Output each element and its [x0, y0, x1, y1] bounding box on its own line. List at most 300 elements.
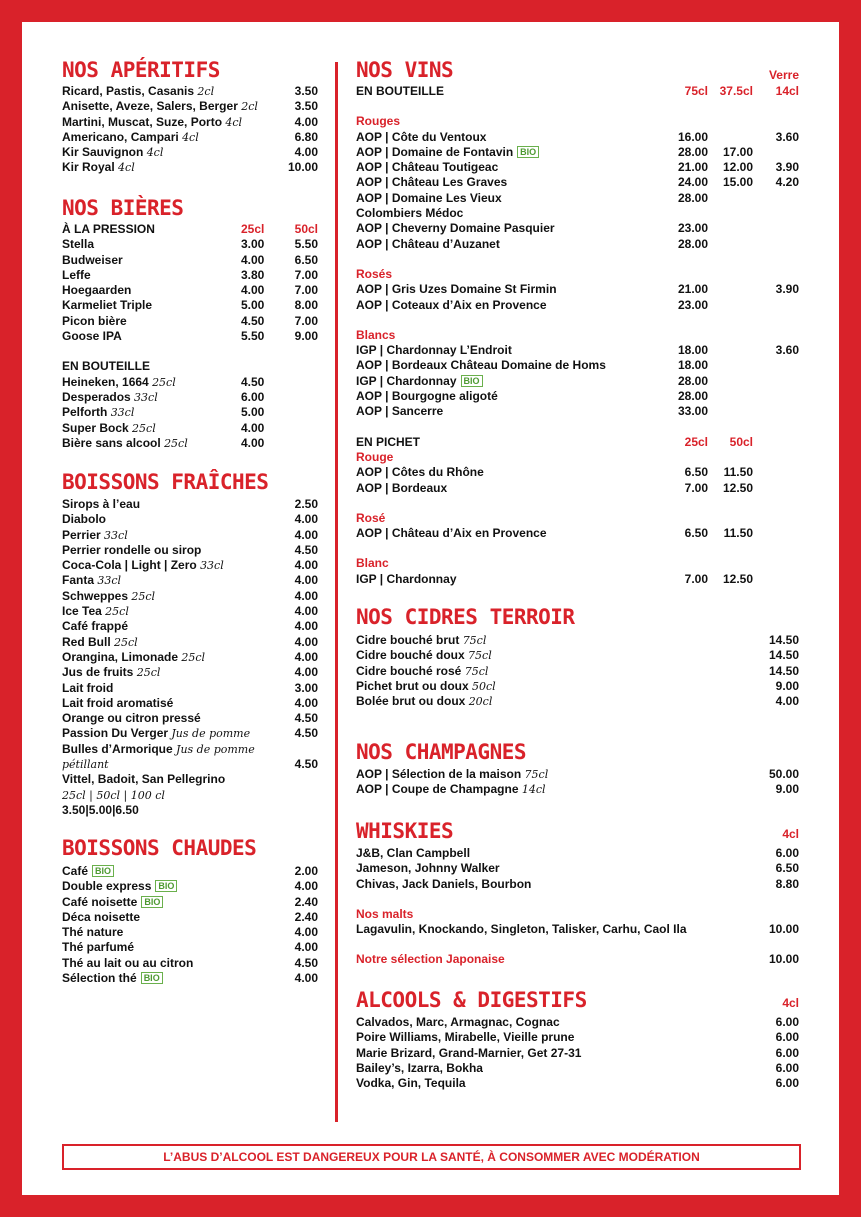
item-volume: 4cl	[118, 161, 135, 175]
item-volume: 75cl	[524, 768, 549, 781]
wine-item	[356, 221, 799, 236]
item-name: AOP | Domaine de Fontavin	[356, 144, 514, 159]
item-name: Budweiser	[62, 252, 123, 267]
item-price: 4.00	[294, 649, 318, 664]
menu-item	[62, 375, 318, 390]
item-volume: 25cl | 50cl | 100 cl	[62, 788, 165, 802]
wine-item	[356, 404, 799, 419]
bouteille-header	[356, 84, 799, 99]
item-name: Anisette, Aveze, Salers, Berger	[62, 99, 238, 114]
col-37cl: 37.5cl	[719, 84, 753, 98]
item-price: 5.00	[241, 405, 265, 420]
price-25cl: 7.00	[684, 480, 708, 495]
item-price: 6.00	[775, 1060, 799, 1075]
col-25cl: 25cl	[241, 222, 265, 236]
price-75cl: 21.00	[677, 160, 708, 175]
section-title: NOS CIDRES TERROIR	[356, 605, 575, 629]
pichet-header	[356, 435, 799, 450]
item-price: 6.00	[775, 1030, 799, 1045]
item-volume: 75cl	[464, 664, 489, 678]
item-price: 2.40	[294, 894, 318, 909]
bouteille-header	[62, 359, 318, 374]
item-name: Bulles d’Armorique	[62, 741, 173, 756]
item-volume: 4cl	[182, 130, 199, 144]
menu-item	[356, 922, 799, 937]
item-name: Cidre bouché brut	[356, 633, 460, 647]
menu-item	[62, 253, 318, 268]
health-warning: L’ABUS D’ALCOOL EST DANGEREUX POUR LA SANTÉ, À CONSOMMER AVEC MODÉRATION	[62, 1144, 801, 1170]
item-price: 14.50	[768, 648, 799, 663]
menu-item	[62, 512, 318, 527]
item-name: Déca noisette	[62, 909, 141, 924]
wine-item	[356, 298, 799, 313]
col-4cl: 4cl	[782, 996, 799, 1010]
wine-item	[356, 282, 799, 297]
menu-item	[62, 726, 318, 741]
chaudes-section	[62, 836, 318, 986]
wine-item	[356, 389, 799, 404]
wine-item	[356, 358, 799, 373]
item-price: 4.00	[294, 512, 318, 527]
price-50cl: 5.50	[294, 237, 318, 252]
price-14cl: 3.60	[775, 343, 799, 358]
item-price: 4.50	[294, 726, 318, 741]
item-price: 6.50	[775, 861, 799, 876]
menu-item	[356, 648, 799, 663]
menu-item	[62, 788, 318, 803]
item-name: Coca-Cola | Light | Zero	[62, 558, 197, 573]
item-volume: 4cl	[146, 146, 164, 160]
price-75cl: 24.00	[677, 175, 708, 190]
menu-item	[62, 589, 318, 604]
item-name: Kir Sauvignon	[62, 145, 144, 160]
pichet-rouge-label: Rouge	[356, 449, 394, 464]
item-name: Thé parfumé	[62, 940, 135, 955]
bio-badge: BIO	[155, 880, 177, 892]
item-name: Sélection thé	[62, 971, 137, 986]
bio-badge: BIO	[141, 896, 163, 908]
item-volume: 25cl	[181, 650, 206, 664]
menu-item	[62, 650, 318, 665]
item-volume: 75cl	[468, 649, 492, 663]
menu-item	[62, 421, 318, 436]
item-name: Bolée brut ou doux	[356, 694, 466, 709]
price-75cl: 28.00	[677, 190, 708, 205]
aperitifs-section	[62, 58, 318, 176]
column-divider	[335, 62, 338, 1122]
menu-item	[62, 405, 318, 420]
col-50cl: 50cl	[294, 222, 318, 236]
item-price: 4.50	[294, 711, 318, 726]
price-50cl: 8.00	[294, 298, 318, 313]
price-14cl: 3.90	[775, 160, 799, 175]
menu-item	[356, 633, 799, 648]
menu-item	[62, 130, 318, 145]
item-price: 4.00	[294, 573, 318, 588]
col-14cl: 14cl	[775, 84, 799, 98]
pression-label: À LA PRESSION	[62, 222, 155, 236]
price-75cl: 16.00	[677, 129, 708, 144]
price-50cl: 6.50	[294, 252, 318, 267]
item-volume: 25cl	[131, 589, 156, 603]
price-75cl: 23.00	[677, 297, 708, 312]
pichet-item	[356, 572, 799, 587]
item-price: 3.50	[294, 84, 318, 98]
blancs-label: Blancs	[356, 327, 396, 342]
menu-item	[62, 283, 318, 298]
item-name: Café	[62, 864, 89, 878]
item-name: Fanta	[62, 573, 95, 588]
menu-item	[356, 664, 799, 679]
menu-item	[62, 971, 318, 986]
item-volume: 25cl	[132, 421, 156, 435]
price-14cl: 4.20	[775, 175, 799, 190]
price-75cl: 28.00	[677, 236, 708, 251]
fraiches-section	[62, 470, 318, 818]
item-name: Orangina, Limonade	[62, 649, 179, 664]
price-25cl: 6.50	[684, 526, 708, 541]
wine-item	[356, 130, 799, 145]
bieres-section	[62, 196, 318, 451]
section-title: NOS BIÈRES	[62, 196, 184, 220]
item-name: Lagavulin, Knockando, Singleton, Talisker, Carhu, Caol Ila	[356, 922, 687, 937]
cidres-section	[356, 605, 799, 709]
item-price: 4.00	[775, 694, 799, 709]
japon-row	[356, 952, 799, 967]
item-price: 4.00	[294, 558, 318, 573]
menu-item	[62, 895, 318, 910]
menu-item	[356, 861, 799, 876]
item-name: Ricard, Pastis, Casanis	[62, 84, 195, 98]
item-name: AOP | Sancerre	[356, 404, 444, 419]
item-name: AOP | Château Toutigeac	[356, 160, 499, 175]
price-25cl: 4.00	[241, 283, 265, 298]
bouteille-label: EN BOUTEILLE	[356, 84, 445, 98]
price-50cl: 9.00	[294, 329, 318, 344]
menu-page	[22, 22, 839, 1195]
item-name: Cidre bouché doux	[356, 648, 465, 663]
item-name: Thé nature	[62, 925, 124, 940]
item-name: IGP | Chardonnay	[356, 373, 457, 388]
item-price: 6.00	[775, 1015, 799, 1029]
pression-header	[62, 222, 318, 237]
item-name: AOP | Coupe de Champagne	[356, 782, 519, 797]
item-name: Orange ou citron pressé	[62, 711, 201, 726]
col-25cl: 25cl	[684, 434, 708, 449]
item-price: 4.00	[294, 665, 318, 680]
item-name: AOP | Bordeaux Château Domaine de Homs	[356, 358, 606, 373]
pichet-blanc-label: Blanc	[356, 556, 389, 571]
alcools-section	[356, 988, 799, 1091]
item-price: 6.00	[775, 1076, 799, 1091]
item-name: Diabolo	[62, 512, 106, 527]
item-volume: 50cl	[472, 679, 496, 693]
item-price: 4.00	[294, 145, 318, 160]
price-75cl: 23.00	[677, 221, 708, 236]
verre-label: Verre	[768, 68, 799, 82]
item-name: AOP | Côtes du Rhône	[356, 465, 484, 480]
item-price: 4.00	[241, 435, 265, 450]
item-name: Karmeliet Triple	[62, 298, 153, 313]
item-price: 2.00	[294, 864, 318, 878]
item-name: AOP | Domaine Les Vieux	[356, 190, 502, 205]
item-note: Jus de pomme	[176, 742, 255, 756]
menu-item	[62, 742, 318, 757]
item-name: AOP | Château d’Aix en Provence	[356, 526, 547, 541]
item-note: pétillant	[62, 758, 109, 772]
item-name: Kir Royal	[62, 160, 115, 175]
price-37cl: 12.00	[722, 160, 753, 175]
menu-item	[62, 665, 318, 680]
item-price: 4.00	[294, 925, 318, 940]
item-name: Vodka, Gin, Tequila	[356, 1076, 466, 1091]
section-title: BOISSONS CHAUDES	[62, 836, 257, 860]
item-name: J&B, Clan Campbell	[356, 846, 471, 860]
menu-item	[62, 757, 318, 772]
menu-item	[62, 390, 318, 405]
wine-item	[356, 175, 799, 190]
wine-item	[356, 160, 799, 175]
bio-badge: BIO	[92, 865, 114, 877]
menu-item	[62, 145, 318, 160]
item-volume: 2cl	[241, 100, 258, 114]
item-volume: Jus de pomme	[171, 727, 251, 741]
menu-item	[62, 604, 318, 619]
item-price: 9.00	[775, 678, 799, 693]
item-volume: 4cl	[225, 115, 243, 129]
menu-item	[356, 846, 799, 861]
item-name: Perrier	[62, 527, 101, 542]
item-price: 4.00	[294, 114, 318, 129]
item-price: 4.00	[294, 940, 318, 955]
item-name: AOP | Bourgogne aligoté	[356, 389, 498, 404]
price-50cl: 7.00	[294, 267, 318, 282]
price-25cl: 4.00	[241, 252, 265, 267]
item-price: 10.00	[287, 160, 318, 175]
bio-badge: BIO	[517, 146, 539, 158]
item-name: Martini, Muscat, Suze, Porto	[62, 114, 223, 129]
item-price: 9.00	[775, 782, 799, 797]
menu-item	[62, 84, 318, 99]
item-price: 6.00	[241, 389, 265, 404]
item-name: IGP | Chardonnay L’Endroit	[356, 343, 512, 358]
item-price: 4.00	[294, 527, 318, 542]
price-37cl: 15.00	[722, 175, 753, 190]
item-volume: 75cl	[462, 634, 487, 647]
menu-item	[62, 803, 318, 818]
menu-item	[356, 1015, 799, 1030]
pichet-item	[356, 526, 799, 541]
item-price: 3.00	[294, 680, 318, 695]
item-price: 4.00	[294, 619, 318, 634]
item-name: Café noisette	[62, 894, 138, 909]
item-price: 4.00	[294, 588, 318, 603]
bio-badge: BIO	[141, 972, 163, 984]
item-name: Ice Tea	[62, 604, 102, 619]
menu-item	[62, 940, 318, 955]
item-name: IGP | Chardonnay	[356, 571, 457, 586]
item-name: Perrier rondelle ou sirop	[62, 542, 202, 557]
item-price: 14.50	[768, 633, 799, 647]
item-volume: 25cl	[136, 666, 161, 680]
item-name: Bière sans alcool	[62, 435, 161, 450]
item-volume: 33cl	[104, 528, 128, 542]
item-volume: 33cl	[200, 559, 224, 573]
item-name: Goose IPA	[62, 329, 122, 344]
menu-item	[356, 877, 799, 892]
item-price: 10.00	[768, 922, 799, 937]
roses-label: Rosés	[356, 266, 393, 281]
price-50cl: 11.50	[723, 465, 753, 480]
wine-item	[356, 374, 799, 389]
col-75cl: 75cl	[684, 84, 708, 98]
item-price: 4.50	[241, 374, 265, 389]
section-title: NOS APÉRITIFS	[62, 58, 220, 82]
menu-item	[356, 1061, 799, 1076]
pichet-label: EN PICHET	[356, 434, 421, 449]
menu-item	[62, 160, 318, 175]
item-name: Desperados	[62, 389, 131, 404]
menu-item	[356, 767, 799, 782]
item-name: Hoegaarden	[62, 283, 132, 298]
item-name: Schweppes	[62, 588, 129, 603]
item-price: 2.50	[294, 497, 318, 511]
price-14cl: 3.90	[775, 282, 799, 297]
menu-item	[62, 910, 318, 925]
col-4cl: 4cl	[782, 827, 799, 841]
item-price: 4.50	[294, 542, 318, 557]
menu-item	[62, 268, 318, 283]
wine-item	[356, 237, 799, 252]
menu-item	[62, 879, 318, 894]
item-price: 14.50	[768, 663, 799, 678]
item-price: 6.00	[775, 1045, 799, 1060]
menu-item	[62, 864, 318, 879]
item-volume: 14cl	[521, 783, 546, 797]
champagnes-section	[356, 740, 799, 798]
price-25cl: 7.00	[684, 571, 708, 586]
menu-item	[62, 115, 318, 130]
item-volume: 20cl	[468, 695, 493, 709]
item-price: 4.00	[294, 695, 318, 710]
menu-item	[62, 711, 318, 726]
section-title: NOS CHAMPAGNES	[356, 740, 527, 764]
item-price: 8.80	[775, 876, 799, 891]
item-name: AOP | Coteaux d’Aix en Provence	[356, 297, 547, 312]
menu-item	[356, 1046, 799, 1061]
item-name: Red Bull	[62, 634, 111, 649]
menu-item	[62, 543, 318, 558]
menu-item	[62, 298, 318, 313]
menu-item	[356, 694, 799, 709]
item-volume: 25cl	[105, 605, 129, 619]
item-name: Poire Williams, Mirabelle, Vieille prune	[356, 1030, 575, 1045]
price-75cl: 28.00	[677, 389, 708, 404]
item-price: 4.50	[294, 757, 318, 772]
item-name: Leffe	[62, 267, 91, 282]
item-volume: 33cl	[97, 574, 122, 588]
rouges-label: Rouges	[356, 114, 401, 129]
item-name: AOP | Côte du Ventoux	[356, 129, 487, 144]
item-name: Cidre bouché rosé	[356, 663, 462, 678]
item-name: Café frappé	[62, 619, 129, 634]
item-name: Chivas, Jack Daniels, Bourbon	[356, 876, 532, 891]
menu-item	[62, 956, 318, 971]
menu-item	[356, 1076, 799, 1091]
price-50cl: 12.50	[722, 480, 753, 495]
menu-item	[62, 696, 318, 711]
item-price: 6.00	[775, 846, 799, 860]
item-volume: 33cl	[110, 406, 135, 420]
menu-item	[62, 635, 318, 650]
japon-label: Notre sélection Japonaise	[356, 952, 505, 967]
malts-label: Nos malts	[356, 906, 414, 921]
item-name: AOP | Château d’Auzanet	[356, 236, 500, 251]
price-25cl: 5.50	[241, 329, 265, 344]
item-name: AOP | Château Les Graves	[356, 175, 508, 190]
item-name: Marie Brizard, Grand-Marnier, Get 27-31	[356, 1045, 582, 1060]
item-name: Heineken, 1664	[62, 374, 149, 389]
item-name: Picon bière	[62, 313, 127, 328]
item-volume: 25cl	[152, 375, 176, 389]
item-price: 4.50	[294, 955, 318, 970]
wine-item	[356, 191, 799, 206]
menu-item	[62, 681, 318, 696]
price-50cl: 7.00	[294, 313, 318, 328]
item-name: Jus de fruits	[62, 665, 134, 680]
section-title: ALCOOLS & DIGESTIFS	[356, 988, 587, 1012]
bio-badge: BIO	[461, 375, 483, 387]
pichet-rose-label: Rosé	[356, 510, 386, 525]
item-price: 4.00	[241, 420, 265, 435]
item-price: 50.00	[768, 767, 799, 781]
menu-item	[62, 619, 318, 634]
wine-item	[356, 206, 799, 221]
item-price: 2.40	[294, 909, 318, 924]
pichet-item	[356, 481, 799, 496]
pichet-item	[356, 465, 799, 480]
item-prices: 3.50|5.00|6.50	[62, 802, 139, 817]
item-name: Jameson, Johnny Walker	[356, 861, 500, 876]
item-name: Thé au lait ou au citron	[62, 955, 194, 970]
whiskies-section	[356, 819, 799, 968]
item-name: Lait froid aromatisé	[62, 695, 174, 710]
price-75cl: 21.00	[677, 282, 708, 297]
item-name: Sirops à l’eau	[62, 497, 141, 511]
wine-item	[356, 145, 799, 160]
menu-item	[356, 679, 799, 694]
price-50cl: 11.50	[723, 526, 753, 541]
menu-item	[62, 436, 318, 451]
menu-item	[62, 314, 318, 329]
price-50cl: 7.00	[294, 283, 318, 298]
price-25cl: 5.00	[241, 298, 265, 313]
price-25cl: 6.50	[684, 465, 708, 480]
menu-item	[62, 558, 318, 573]
price-25cl: 3.00	[241, 237, 265, 252]
price-75cl: 33.00	[677, 404, 708, 419]
item-price: 4.00	[294, 634, 318, 649]
item-volume: 25cl	[164, 436, 188, 450]
item-price: 10.00	[768, 952, 799, 967]
item-volume: 2cl	[197, 85, 215, 98]
price-14cl: 3.60	[775, 129, 799, 144]
menu-item	[62, 528, 318, 543]
item-name: AOP | Bordeaux	[356, 480, 448, 495]
menu-item	[356, 782, 799, 797]
item-name: Americano, Campari	[62, 129, 179, 144]
item-volume: 33cl	[134, 390, 158, 404]
